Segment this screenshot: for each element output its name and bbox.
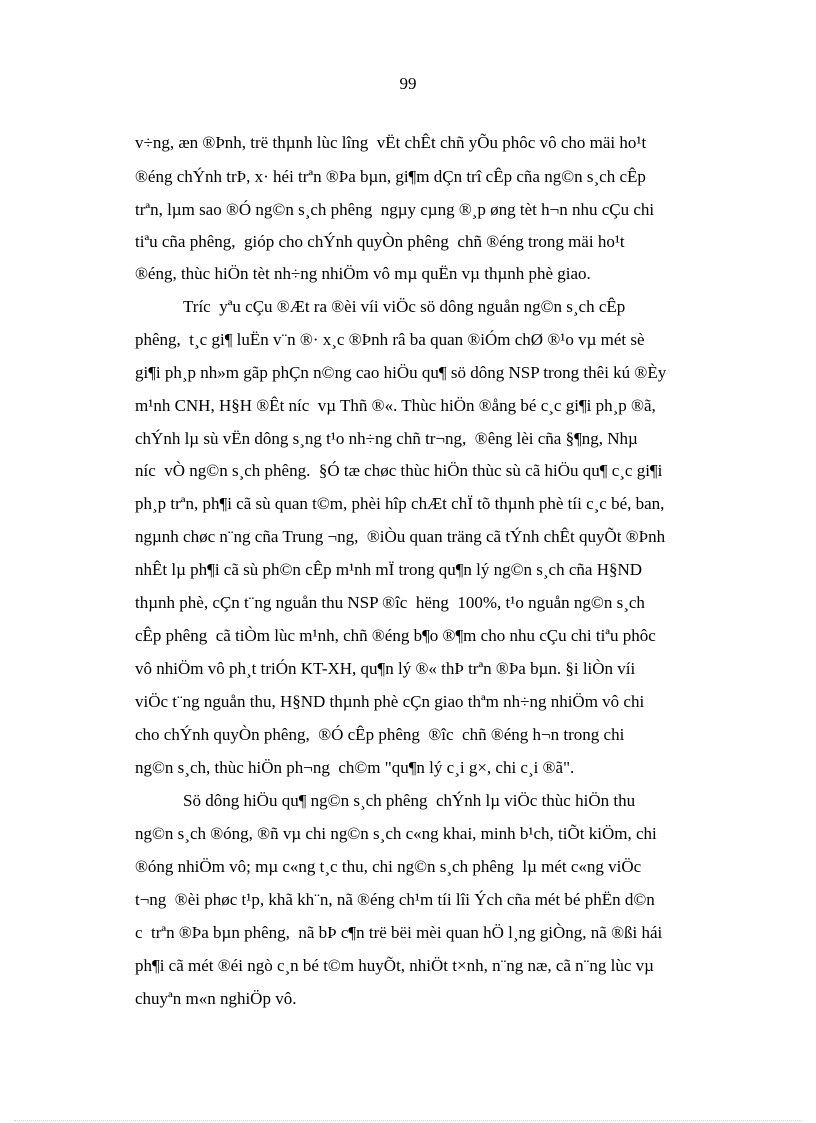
text-line: t¬ng ®èi phøc t¹p, khã kh¨n, nã ®éng ch¹m tíi lîi Ých cña mét bé phËn d©n [135,890,655,909]
text-line: ®éng, thùc hiÖn tèt nh÷ng nhiÖm vô mµ quËn vµ thµnh phè giao. [135,264,591,283]
text-line: cho chÝnh quyÒn phêng, ®Ó cÊp phêng ®îc chñ ®éng h¬n trong chi [135,725,625,744]
text-line: v÷ng, æn ®Þnh, trë thµnh lùc lîng vËt chÊt chñ yÕu phôc vô cho mäi ho¹t [135,133,647,152]
text-line: chuyªn m«n nghiÖp vô. [135,989,297,1008]
text-line: ph¸p trªn, ph¶i cã sù quan t©m, phèi hîp chÆt chÏ tõ thµnh phè tíi c¸c bé, ban, [135,494,665,513]
text-line: m¹nh CNH, H§H ®Êt níc vµ Thñ ®«. Thùc hiÖn ®ång bé c¸c gi¶i ph¸p ®ã, [135,396,656,415]
page-bottom-rule [14,1120,802,1121]
text-line: ng©n s¸ch, thùc hiÖn ph¬ng ch©m "qu¶n lý c¸i g×, chi c¸i ®ã". [135,758,575,777]
text-line: nhÊt lµ ph¶i cã sù ph©n cÊp m¹nh mÏ trong qu¶n lý ng©n s¸ch cña H§ND [135,560,643,579]
text-line: phêng, t¸c gi¶ luËn v¨n ®· x¸c ®Þnh râ ba quan ®iÓm chØ ®¹o vµ mét sè [135,330,645,349]
text-line: ngµnh chøc n¨ng cña Trung ¬ng, ®iÒu quan träng cã tÝnh chÊt quyÕt ®Þnh [135,527,666,546]
page-number: 99 [399,74,417,93]
text-line: ng©n s¸ch ®óng, ®ñ vµ chi ng©n s¸ch c«ng khai, minh b¹ch, tiÕt kiÖm, chi [135,824,657,843]
text-line: trªn, lµm sao ®Ó ng©n s¸ch phêng ngµy cµng ®¸p øng tèt h¬n nhu cÇu chi [135,200,655,219]
text-line: vô nhiÖm vô ph¸t triÓn KT-XH, qu¶n lý ®« thÞ trªn ®Þa bµn. §i liÒn víi [135,659,636,678]
text-line: ®óng nhiÖm vô; mµ c«ng t¸c thu, chi ng©n s¸ch phêng lµ mét c«ng viÖc [135,857,642,876]
text-line: viÖc t¨ng nguån thu, H§ND thµnh phè cÇn giao thªm nh÷ng nhiÖm vô chi [135,692,645,711]
text-line: cÊp phêng cã tiÒm lùc m¹nh, chñ ®éng b¶o ®¶m cho nhu cÇu chi tiªu phôc [135,626,656,645]
text-line: chÝnh lµ sù vËn dông s¸ng t¹o nh÷ng chñ tr¬ng, ®êng lèi cña §¶ng, Nhµ [135,429,638,448]
text-line: tiªu cña phêng, gióp cho chÝnh quyÒn phêng chñ ®éng trong mäi ho¹t [135,232,625,251]
text-line: thµnh phè, cÇn t¨ng nguån thu NSP ®îc hëng 100%, t¹o nguån ng©n s¸ch [135,593,645,612]
text-line: ®éng chÝnh trÞ, x· héi trªn ®Þa bµn, gi¶m dÇn trî cÊp cña ng©n s¸ch cÊp [135,167,646,186]
text-line: Sö dông hiÖu qu¶ ng©n s¸ch phêng chÝnh lµ viÖc thùc hiÖn thu [183,791,636,810]
text-line: c trªn ®Þa bµn phêng, nã bÞ c¶n trë bëi mèi quan hÖ l¸ng giÒng, nã ®ßi hái [135,923,663,942]
text-line: gi¶i ph¸p nh»m gãp phÇn n©ng cao hiÖu qu¶ sö dông NSP trong thêi kú ®Èy [135,363,667,382]
text-line: níc vÒ ng©n s¸ch phêng. §Ó tæ chøc thùc hiÖn thùc sù cã hiÖu qu¶ c¸c gi¶i [135,461,663,480]
text-line: ph¶i cã mét ®éi ngò c¸n bé t©m huyÕt, nhiÖt t×nh, n¨ng næ, cã n¨ng lùc vµ [135,956,654,975]
text-line: Tríc yªu cÇu ®Æt ra ®èi víi viÖc sö dông nguån ng©n s¸ch cÊp [183,297,626,316]
